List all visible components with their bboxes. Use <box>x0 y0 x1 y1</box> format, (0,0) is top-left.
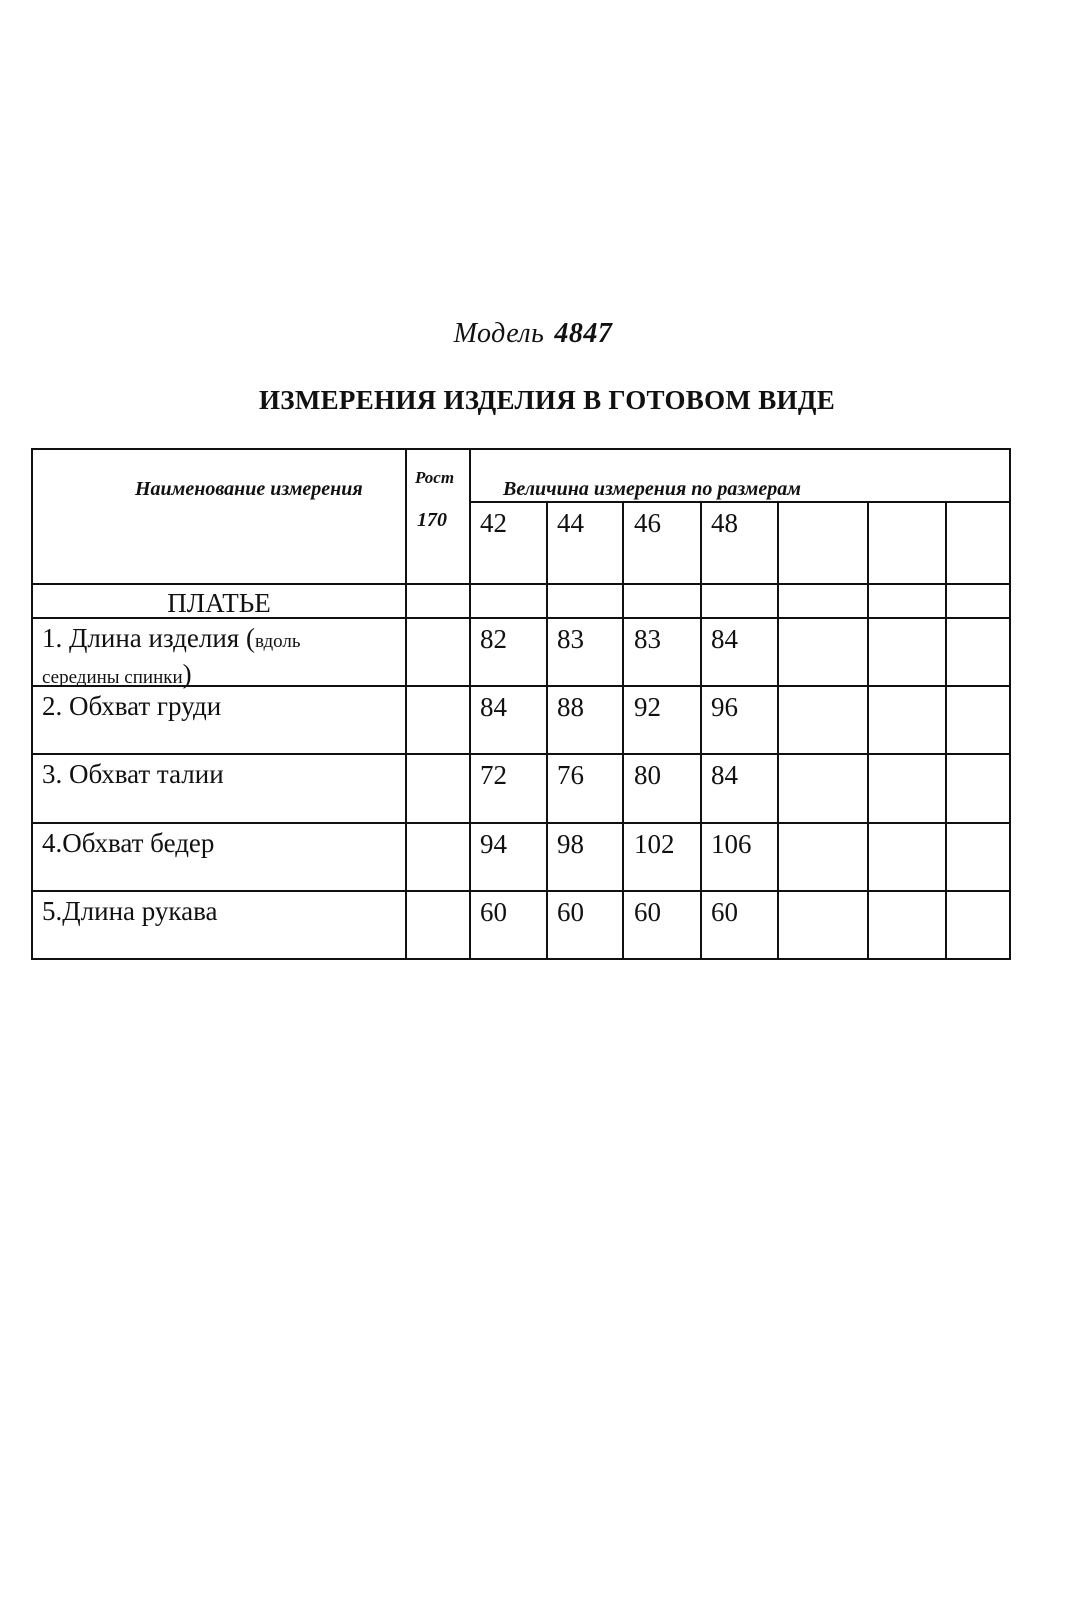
page-title: ИЗМЕРЕНИЯ ИЗДЕЛИЯ В ГОТОВОМ ВИДЕ <box>258 385 836 415</box>
model-number: 4847 <box>554 318 613 349</box>
row-label: 4.Обхват бедер <box>42 828 215 858</box>
row-label: 1. Длина изделия (вдоль середины спинки) <box>42 623 301 689</box>
model-label: Модель <box>453 318 545 349</box>
table-cell: 98 <box>557 829 584 859</box>
table-cell: 96 <box>711 692 738 722</box>
section-label: ПЛАТЬЕ <box>167 588 271 618</box>
table-cell: 106 <box>711 829 752 859</box>
height-header: Рост <box>415 468 455 487</box>
row-label: 2. Обхват груди <box>42 691 222 721</box>
size-values-header: Величина измерения по размерам <box>503 478 801 500</box>
size-header: 42 <box>480 508 507 538</box>
table-cell: 92 <box>634 692 661 722</box>
size-header: 44 <box>557 508 584 538</box>
table-cell: 84 <box>711 760 738 790</box>
table-cell: 83 <box>634 624 661 654</box>
table-cell: 83 <box>557 624 584 654</box>
table-cell: 72 <box>480 760 507 790</box>
table-cell: 60 <box>634 897 661 927</box>
size-header: 46 <box>634 508 661 538</box>
table-cell: 60 <box>711 897 738 927</box>
size-header: 48 <box>711 508 738 538</box>
table-cell: 84 <box>711 624 738 654</box>
height-value: 170 <box>417 509 447 531</box>
table-cell: 84 <box>480 692 507 722</box>
table-cell: 82 <box>480 624 507 654</box>
table-cell: 94 <box>480 829 507 859</box>
table-cell: 102 <box>634 829 675 859</box>
table-cell: 60 <box>480 897 507 927</box>
measurement-name-header: Наименование измерения <box>135 478 363 500</box>
table-cell: 60 <box>557 897 584 927</box>
row-label: 5.Длина рукава <box>42 896 218 926</box>
table-cell: 88 <box>557 692 584 722</box>
table-cell: 76 <box>557 760 584 790</box>
row-label: 3. Обхват талии <box>42 759 224 789</box>
table-cell: 80 <box>634 760 661 790</box>
